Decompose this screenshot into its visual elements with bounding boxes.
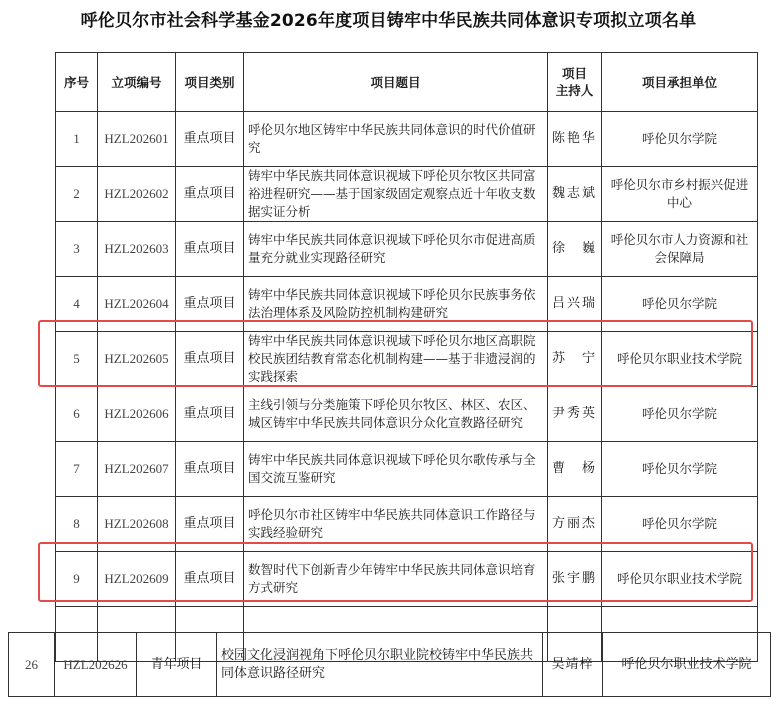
cell-category: 重点项目 [176, 497, 244, 552]
cell-org: 呼伦贝尔学院 [602, 497, 758, 552]
cell-topic: 铸牢中华民族共同体意识视域下呼伦贝尔牧区共同富裕进程研究——基于国家级固定观察点近十年收支数据实证分析 [244, 167, 548, 222]
cell-topic: 呼伦贝尔地区铸牢中华民族共同体意识的时代价值研究 [244, 112, 548, 167]
cell-category: 重点项目 [176, 442, 244, 497]
cell-code: HZL202602 [98, 167, 176, 222]
cell-topic: 数智时代下创新青少年铸牢中华民族共同体意识培育方式研究 [244, 552, 548, 607]
cell-category: 重点项目 [176, 552, 244, 607]
cell-index: 2 [56, 167, 98, 222]
cell-code: HZL202604 [98, 277, 176, 332]
project-list-table [55, 52, 758, 662]
cell-index: 1 [56, 112, 98, 167]
cell-org: 呼伦贝尔学院 [602, 387, 758, 442]
cell-org: 呼伦贝尔市乡村振兴促进中心 [602, 167, 758, 222]
table-row [56, 112, 758, 167]
header-topic: 项目题目 [244, 53, 548, 112]
cell-code: HZL202606 [98, 387, 176, 442]
cell-host: 陈艳华 [548, 112, 602, 167]
cell-host: 吕兴瑞 [548, 277, 602, 332]
table-row [56, 277, 758, 332]
cell-index: 8 [56, 497, 98, 552]
cell-topic: 铸牢中华民族共同体意识视域下呼伦贝尔歌传承与全国交流互鉴研究 [244, 442, 548, 497]
cell-index: 4 [56, 277, 98, 332]
cell-topic: 呼伦贝尔市社区铸牢中华民族共同体意识工作路径与实践经验研究 [244, 497, 548, 552]
header-org: 项目承担单位 [602, 53, 758, 112]
cell-topic: 铸牢中华民族共同体意识视域下呼伦贝尔地区高职院校民族团结教育常态化机制构建——基于非遗浸润的实践探索 [244, 332, 548, 387]
cell-code: HZL202605 [98, 332, 176, 387]
cell-index: 5 [56, 332, 98, 387]
cell-host: 徐 巍 [548, 222, 602, 277]
cell-org: 呼伦贝尔学院 [602, 442, 758, 497]
project-list-table-excerpt [8, 632, 771, 697]
table-row [56, 442, 758, 497]
cell-topic: 主线引领与分类施策下呼伦贝尔牧区、林区、农区、城区铸牢中华民族共同体意识分众化宣教路径研究 [244, 387, 548, 442]
table-row [56, 222, 758, 277]
table-row [9, 633, 771, 697]
cell-topic: 校园文化浸润视角下呼伦贝尔职业院校铸牢中华民族共同体意识路径研究 [217, 633, 543, 697]
cell-category: 重点项目 [176, 277, 244, 332]
table-row [56, 167, 758, 222]
cell-index: 3 [56, 222, 98, 277]
cell-code: HZL202609 [98, 552, 176, 607]
cell-host: 方丽杰 [548, 497, 602, 552]
cell-code: HZL202608 [98, 497, 176, 552]
cell-code: HZL202607 [98, 442, 176, 497]
cell-index: 9 [56, 552, 98, 607]
document-title: 呼伦贝尔市社会科学基金2026年度项目铸牢中华民族共同体意识专项拟立项名单 [80, 11, 697, 31]
cell-org: 呼伦贝尔职业技术学院 [603, 633, 771, 697]
table-row [56, 497, 758, 552]
cell-org: 呼伦贝尔学院 [602, 277, 758, 332]
cell-index: 7 [56, 442, 98, 497]
cell-category: 重点项目 [176, 332, 244, 387]
cell-topic: 铸牢中华民族共同体意识视域下呼伦贝尔民族事务依法治理体系及风险防控机制构建研究 [244, 277, 548, 332]
cell-org: 呼伦贝尔市人力资源和社会保障局 [602, 222, 758, 277]
header-code: 立项编号 [98, 53, 176, 112]
table-header-row [56, 53, 758, 112]
table-row [56, 552, 758, 607]
cell-org: 呼伦贝尔职业技术学院 [602, 552, 758, 607]
cell-code: HZL202603 [98, 222, 176, 277]
cell-host: 吴靖梓 [543, 633, 603, 697]
cell-host: 魏志斌 [548, 167, 602, 222]
cell-category: 青年项目 [137, 633, 217, 697]
cell-org: 呼伦贝尔学院 [602, 112, 758, 167]
cell-category: 重点项目 [176, 112, 244, 167]
cell-code: HZL202626 [55, 633, 137, 697]
table-row [56, 332, 758, 387]
cell-host: 尹秀英 [548, 387, 602, 442]
header-host: 项目 主持人 [548, 53, 602, 112]
table-row [56, 387, 758, 442]
cell-topic: 铸牢中华民族共同体意识视域下呼伦贝尔市促进高质量充分就业实现路径研究 [244, 222, 548, 277]
cell-host: 曹 杨 [548, 442, 602, 497]
cell-category: 重点项目 [176, 167, 244, 222]
cell-category: 重点项目 [176, 222, 244, 277]
cell-index: 26 [9, 633, 55, 697]
cell-category: 重点项目 [176, 387, 244, 442]
cell-code: HZL202601 [98, 112, 176, 167]
cell-host: 张宇鹏 [548, 552, 602, 607]
header-category: 项目类别 [176, 53, 244, 112]
cell-index: 6 [56, 387, 98, 442]
cell-host: 苏 宁 [548, 332, 602, 387]
cell-org: 呼伦贝尔职业技术学院 [602, 332, 758, 387]
header-index: 序号 [56, 53, 98, 112]
